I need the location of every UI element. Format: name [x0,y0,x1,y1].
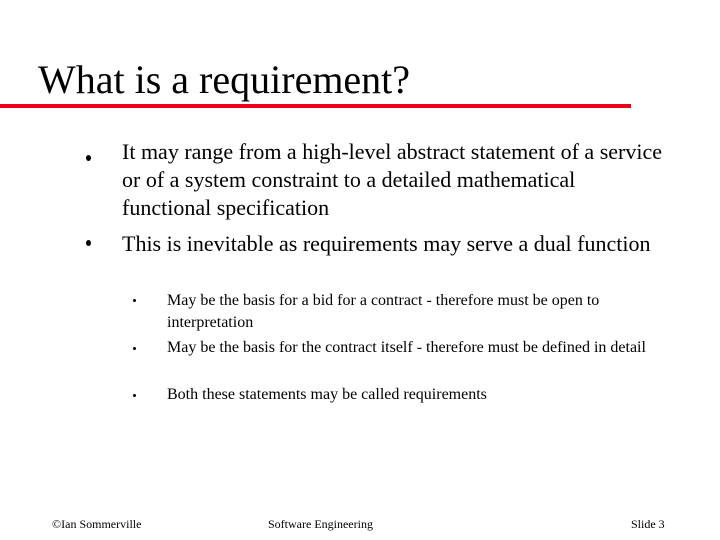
bullet-text: It may range from a high-level abstract statement of a service or of a system constraint to a detailed mathematical functional specification [122,139,662,220]
slide-title: What is a requirement? [38,57,411,102]
bullet-text: This is inevitable as requirements may serve a dual function [122,231,651,256]
sub-bullet-dot [133,299,136,302]
bullet-dot [86,240,91,246]
sub-bullet-text: May be the basis for a bid for a contract - therefore must be open to interpretation [167,292,600,331]
sub-bullet-dot [133,394,136,397]
sub-bullet-text: Both these statements may be called requirements [167,386,487,403]
sub-bullet-text: May be the basis for the contract itself - therefore must be defined in detail [167,339,646,356]
sub-bullet-dot [133,347,136,350]
title-underline [0,104,631,108]
footer-author: ©Ian Sommerville [52,517,142,531]
footer-course: Software Engineering [268,517,373,531]
footer-slide-number: Slide 3 [631,517,665,531]
bullet-dot [86,155,91,161]
